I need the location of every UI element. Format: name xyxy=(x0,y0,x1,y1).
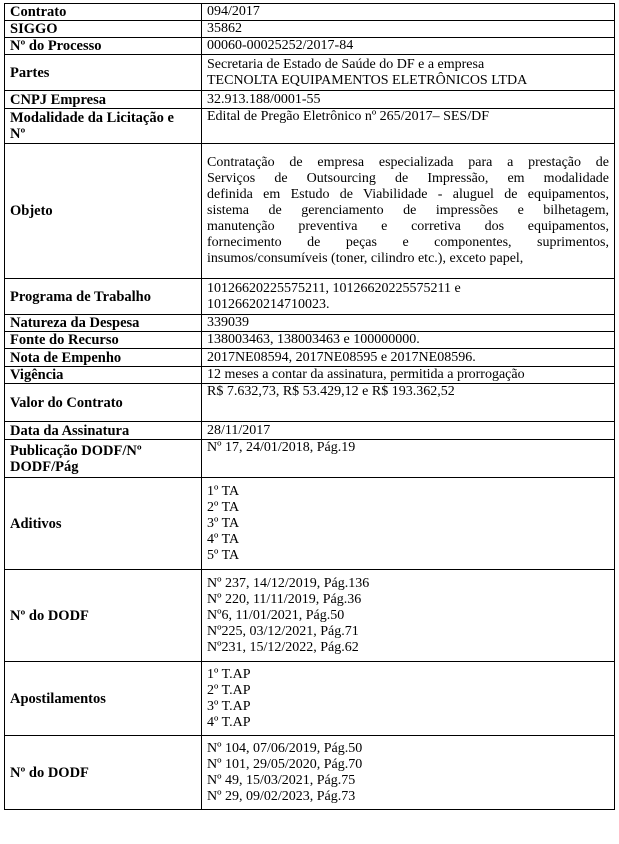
apostilamento-item: 4º T.AP xyxy=(207,714,251,730)
dodf-aditivo-item: Nº225, 03/12/2021, Pág.71 xyxy=(207,623,359,639)
label-programa: Programa de Trabalho xyxy=(5,279,202,315)
value-objeto xyxy=(202,144,615,279)
value-assinatura: 28/11/2017 xyxy=(202,422,615,440)
label-modalidade-line: Modalidade da Licitação e xyxy=(10,110,174,126)
label-aditivos: Aditivos xyxy=(5,478,202,570)
label-cnpj: CNPJ Empresa xyxy=(5,91,202,109)
value-processo: 00060-00025252/2017-84 xyxy=(202,38,615,55)
label-natureza: Natureza da Despesa xyxy=(5,315,202,332)
label-dodf-aditivos: Nº do DODF xyxy=(5,570,202,662)
label-apostilamentos: Apostilamentos xyxy=(5,662,202,736)
row-contrato xyxy=(5,4,615,21)
apostilamento-item: 3º T.AP xyxy=(207,698,251,714)
value-publicacao: Nº 17, 24/01/2018, Pág.19 xyxy=(202,440,615,478)
value-aditivos xyxy=(202,478,615,570)
row-processo xyxy=(5,38,615,55)
value-partes xyxy=(202,55,615,91)
aditivo-item: 3º TA xyxy=(207,515,240,531)
row-valor xyxy=(5,384,615,422)
apostilamento-item: 1º T.AP xyxy=(207,666,251,682)
value-siggo: 35862 xyxy=(202,21,615,38)
label-fonte: Fonte do Recurso xyxy=(5,332,202,349)
row-publicacao xyxy=(5,440,615,478)
row-dodf-apostilamentos xyxy=(5,736,615,810)
dodf-aditivo-item: Nº 220, 11/11/2019, Pág.36 xyxy=(207,591,362,607)
value-natureza: 339039 xyxy=(202,315,615,332)
objeto-line: sistema de gerenciamento de impressões e bilhetagem, xyxy=(207,203,609,218)
row-partes xyxy=(5,55,615,91)
dodf-apostilamento-item: Nº 29, 09/02/2023, Pág.73 xyxy=(207,788,356,804)
label-processo: Nº do Processo xyxy=(5,38,202,55)
row-natureza xyxy=(5,315,615,332)
dodf-aditivo-item: Nº6, 11/01/2021, Pág.50 xyxy=(207,607,345,623)
row-apostilamentos xyxy=(5,662,615,736)
dodf-apostilamento-item: Nº 49, 15/03/2021, Pág.75 xyxy=(207,772,356,788)
dodf-aditivo-item: Nº231, 15/12/2022, Pág.62 xyxy=(207,639,359,655)
label-vigencia: Vigência xyxy=(5,367,202,384)
value-valor: R$ 7.632,73, R$ 53.429,12 e R$ 193.362,52 xyxy=(202,384,615,422)
label-valor: Valor do Contrato xyxy=(5,384,202,422)
row-assinatura xyxy=(5,422,615,440)
row-siggo xyxy=(5,21,615,38)
programa-line: 10126620214710023. xyxy=(207,296,330,312)
label-objeto: Objeto xyxy=(5,144,202,279)
dodf-aditivo-item: Nº 237, 14/12/2019, Pág.136 xyxy=(207,575,370,591)
label-modalidade-line: Nº xyxy=(10,126,26,142)
label-dodf-apostilamentos: Nº do DODF xyxy=(5,736,202,810)
value-contrato: 094/2017 xyxy=(202,4,615,21)
objeto-line: insumos/consumíveis (toner, cilindro etc.), exceto papel, xyxy=(207,251,524,266)
label-siggo: SIGGO xyxy=(5,21,202,38)
row-objeto xyxy=(5,144,615,279)
objeto-line: manutenção preventiva e corretiva dos equipamentos, xyxy=(207,219,609,234)
value-empenho: 2017NE08594, 2017NE08595 e 2017NE08596. xyxy=(202,349,615,367)
value-fonte: 138003463, 138003463 e 100000000. xyxy=(202,332,615,349)
value-modalidade: Edital de Pregão Eletrônico nº 265/2017– SES/DF xyxy=(202,109,615,144)
value-vigencia: 12 meses a contar da assinatura, permitida a prorrogação xyxy=(202,367,615,384)
partes-line: Secretaria de Estado de Saúde do DF e a empresa xyxy=(207,56,485,72)
row-vigencia xyxy=(5,367,615,384)
apostilamento-item: 2º T.AP xyxy=(207,682,251,698)
label-publicacao-line: DODF/Pág xyxy=(10,458,79,475)
row-empenho xyxy=(5,349,615,367)
value-cnpj: 32.913.188/0001-55 xyxy=(202,91,615,109)
aditivo-item: 4º TA xyxy=(207,531,240,547)
label-modalidade xyxy=(5,109,202,144)
label-contrato: Contrato xyxy=(5,4,202,21)
aditivo-item: 5º TA xyxy=(207,547,240,563)
partes-line: TECNOLTA EQUIPAMENTOS ELETRÔNICOS LTDA xyxy=(207,72,528,88)
row-dodf-aditivos xyxy=(5,570,615,662)
objeto-line: fornecimento de peças e componentes, suprimentos, xyxy=(207,235,609,250)
objeto-line: Contratação de empresa especializada para a prestação de xyxy=(207,155,609,170)
row-fonte xyxy=(5,332,615,349)
label-assinatura: Data da Assinatura xyxy=(5,422,202,440)
dodf-apostilamento-item: Nº 101, 29/05/2020, Pág.70 xyxy=(207,756,363,772)
objeto-line: Serviços de Outsourcing de Impressão, em modalidade xyxy=(207,171,609,186)
label-empenho: Nota de Empenho xyxy=(5,349,202,367)
row-aditivos xyxy=(5,478,615,570)
aditivo-item: 1º TA xyxy=(207,483,240,499)
row-cnpj xyxy=(5,91,615,109)
value-apostilamentos xyxy=(202,662,615,736)
label-partes: Partes xyxy=(5,55,202,91)
value-programa xyxy=(202,279,615,315)
aditivo-item: 2º TA xyxy=(207,499,240,515)
contract-table xyxy=(4,3,615,810)
row-programa xyxy=(5,279,615,315)
row-modalidade xyxy=(5,109,615,144)
objeto-line: definida em Estudo de Viabilidade - aluguel de equipamentos, xyxy=(207,187,609,202)
programa-line: 10126620225575211, 10126620225575211 e xyxy=(207,280,461,296)
value-dodf-aditivos xyxy=(202,570,615,662)
label-publicacao xyxy=(5,440,202,478)
dodf-apostilamento-item: Nº 104, 07/06/2019, Pág.50 xyxy=(207,740,363,756)
value-dodf-apostilamentos xyxy=(202,736,615,810)
label-publicacao-line: Publicação DODF/Nº xyxy=(10,442,142,459)
